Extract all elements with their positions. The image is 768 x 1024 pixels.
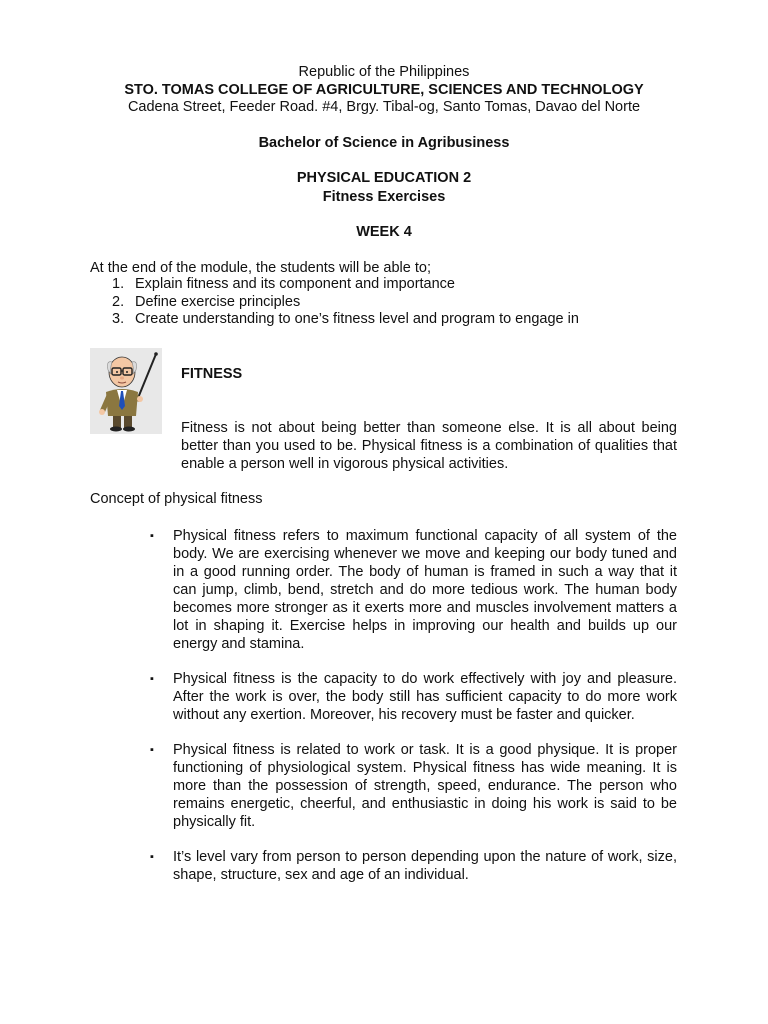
objectives-intro: At the end of the module, the students will be able to; [90, 260, 431, 276]
list-item: 2. Define exercise principles [112, 293, 301, 310]
bullet-icon: ▪ [150, 744, 154, 756]
country-line: Republic of the Philippines [298, 64, 470, 80]
school-name: STO. TOMAS COLLEGE OF AGRICULTURE, SCIENCES AND TECHNOLOGY [124, 82, 644, 98]
list-item: ▪ Physical fitness is related to work or task. It is a good physique. It is proper functioning of physiological system. Physical fitness has wide meaning. It is more than the possession of strength, speed, endurance. The person who remains energetic, cheerful, and enthusiastic in doing his work is said to be physically fit. [150, 742, 677, 830]
bullet-icon: ▪ [150, 530, 154, 542]
school-address: Cadena Street, Feeder Road. #4, Brgy. Tibal-og, Santo Tomas, Davao del Norte [127, 99, 641, 115]
week-label: WEEK 4 [356, 224, 412, 240]
program-title: Bachelor of Science in Agribusiness [258, 135, 510, 151]
fitness-paragraph: Fitness is not about being better than someone else. It is all about being better than you used to be. Physical fitness is a combination of qualities that enable a person well in vigorous physical activities. [181, 420, 677, 472]
concept-bullet-list [150, 527, 677, 901]
list-item: 3. Create understanding to one’s fitness level and program to engage in [112, 311, 579, 327]
list-item: ▪ It’s level vary from person to person depending upon the nature of work, size, shape, structure, sex and age of an individual. [150, 849, 677, 883]
bullet-icon: ▪ [150, 673, 154, 685]
teacher-with-pointer-icon [90, 348, 162, 434]
list-item: ▪ Physical fitness refers to maximum functional capacity of all system of the body. We are exercising whenever we move and keeping our body tuned and in a good running order. The body of human is framed in such a way that it can jump, climb, bend, stretch and do more tedious work. The human body becomes more stronger as it exerts more and muscles involvement matters a lot in shaping it. Exercise helps in improving our health and builds up our energy and stamina. [150, 528, 677, 652]
concept-heading: Concept of physical fitness [90, 491, 263, 507]
bullet-icon: ▪ [150, 851, 154, 863]
list-item: 1. Explain fitness and its component and importance [112, 276, 455, 292]
objectives-list [112, 276, 579, 329]
topic-title: Fitness Exercises [322, 189, 446, 205]
list-item: ▪ Physical fitness is the capacity to do work effectively with joy and pleasure. After the work is over, the body still has sufficient capacity to do more work without any exertion. Moreover, his recovery must be faster and quicker. [150, 671, 677, 723]
fitness-heading: FITNESS [181, 366, 243, 382]
course-title: PHYSICAL EDUCATION 2 [296, 170, 472, 186]
